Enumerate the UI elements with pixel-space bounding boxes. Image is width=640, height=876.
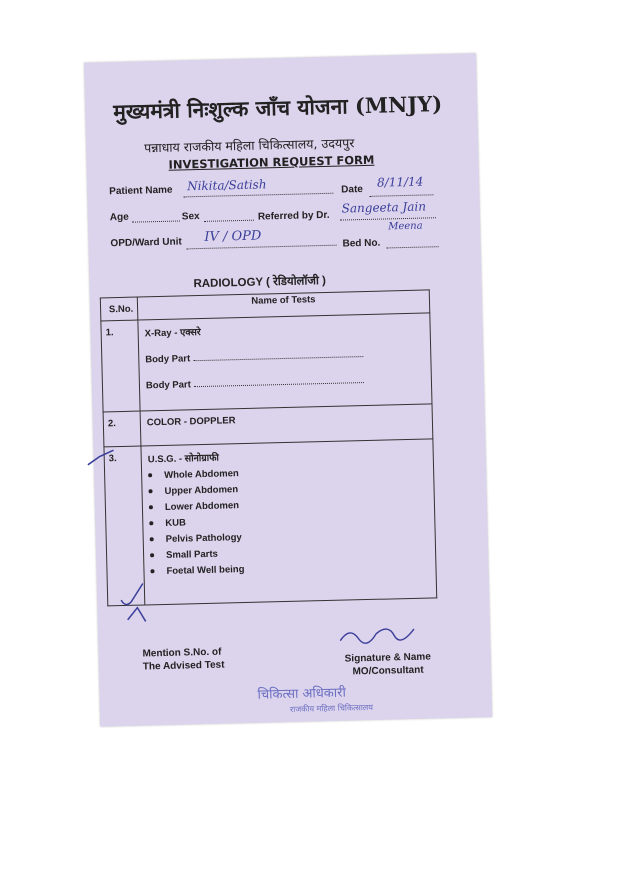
- usg-option[interactable]: Foetal Well being: [150, 560, 429, 578]
- row-sno: 3.: [104, 446, 145, 606]
- date-value: 8/11/14: [376, 174, 424, 190]
- row-sno: 2.: [103, 411, 141, 447]
- body-part-field-1[interactable]: [193, 348, 363, 361]
- usg-option[interactable]: Lower Abdomen: [149, 496, 428, 514]
- hospital-name: पन्नाधाय राजकीय महिला चिकित्सालय, उदयपुर: [143, 135, 355, 156]
- bed-no-field[interactable]: [386, 236, 438, 248]
- form-title: INVESTIGATION REQUEST FORM: [168, 152, 375, 172]
- referred-by-field[interactable]: [340, 199, 436, 220]
- bullet-icon: [150, 554, 154, 558]
- age-field[interactable]: [132, 210, 180, 222]
- official-stamp: चिकित्सा अधिकारी: [257, 685, 347, 703]
- patient-name-value: Nikita/Satish: [186, 177, 267, 194]
- opd-ward-value: IV / OPD: [204, 228, 262, 245]
- usg-option[interactable]: Small Parts: [150, 544, 429, 562]
- bullet-icon: [148, 474, 152, 478]
- signature-icon: [336, 615, 427, 653]
- bullet-icon: [150, 570, 154, 574]
- age-label: Age: [109, 211, 129, 224]
- usg-option[interactable]: Pelvis Pathology: [150, 528, 429, 546]
- sex-label: Sex: [181, 211, 200, 223]
- sex-field[interactable]: [204, 210, 254, 222]
- bullet-icon: [149, 506, 153, 510]
- check-mark-icon: [83, 446, 124, 477]
- tests-table: [100, 289, 437, 606]
- table-row-xray[interactable]: [101, 313, 432, 412]
- body-part-label-1: Body Part: [145, 353, 191, 366]
- usg-option[interactable]: Upper Abdomen: [148, 480, 427, 498]
- row-sno: 1.: [101, 320, 140, 412]
- referred-by-value-2: Meena: [388, 220, 423, 233]
- xray-test-label: X-Ray - एक्सरे: [144, 327, 201, 340]
- col-sno-header: S.No.: [100, 297, 138, 321]
- referred-by-label: Referred by Dr.: [257, 209, 330, 223]
- row-test-cell: [138, 313, 432, 411]
- scheme-title: मुख्यमंत्री निःशुल्क जाँच योजना (MNJY): [112, 91, 443, 125]
- referred-by-value: Sangeeta Jain: [341, 199, 427, 216]
- usg-test-label: U.S.G. - सोनोग्राफी: [147, 452, 220, 466]
- opd-ward-label: OPD/Ward Unit: [110, 236, 182, 250]
- col-name-header: Name of Tests: [137, 290, 429, 320]
- body-part-row-2[interactable]: [146, 373, 425, 392]
- radiology-heading: RADIOLOGY ( रेडियोलॉजी ): [193, 274, 327, 291]
- patient-name-field[interactable]: [183, 179, 333, 198]
- date-field[interactable]: [369, 174, 433, 197]
- usg-options-list: [148, 464, 430, 578]
- bed-no-label: Bed No.: [342, 237, 381, 250]
- check-mark-icon: [115, 577, 156, 628]
- mention-sno-note: Mention S.No. of The Advised Test: [142, 646, 225, 673]
- patient-name-label: Patient Name: [109, 184, 173, 198]
- usg-option[interactable]: Whole Abdomen: [148, 464, 427, 482]
- body-part-field-2[interactable]: [193, 374, 363, 387]
- usg-test-cell: [141, 439, 437, 605]
- signature-caption: Signature & Name MO/Consultant: [344, 651, 431, 678]
- usg-option[interactable]: KUB: [149, 512, 428, 530]
- body-part-row-1[interactable]: [145, 347, 424, 366]
- bullet-icon: [149, 490, 153, 494]
- official-stamp-sub: राजकीय महिला चिकित्सालय: [289, 702, 374, 714]
- bullet-icon: [150, 538, 154, 542]
- opd-ward-field[interactable]: [186, 228, 336, 250]
- request-form-sheet: [84, 53, 492, 726]
- doppler-test-label: COLOR - DOPPLER: [140, 404, 433, 446]
- date-label: Date: [341, 184, 364, 196]
- body-part-label-2: Body Part: [145, 379, 191, 392]
- bullet-icon: [149, 522, 153, 526]
